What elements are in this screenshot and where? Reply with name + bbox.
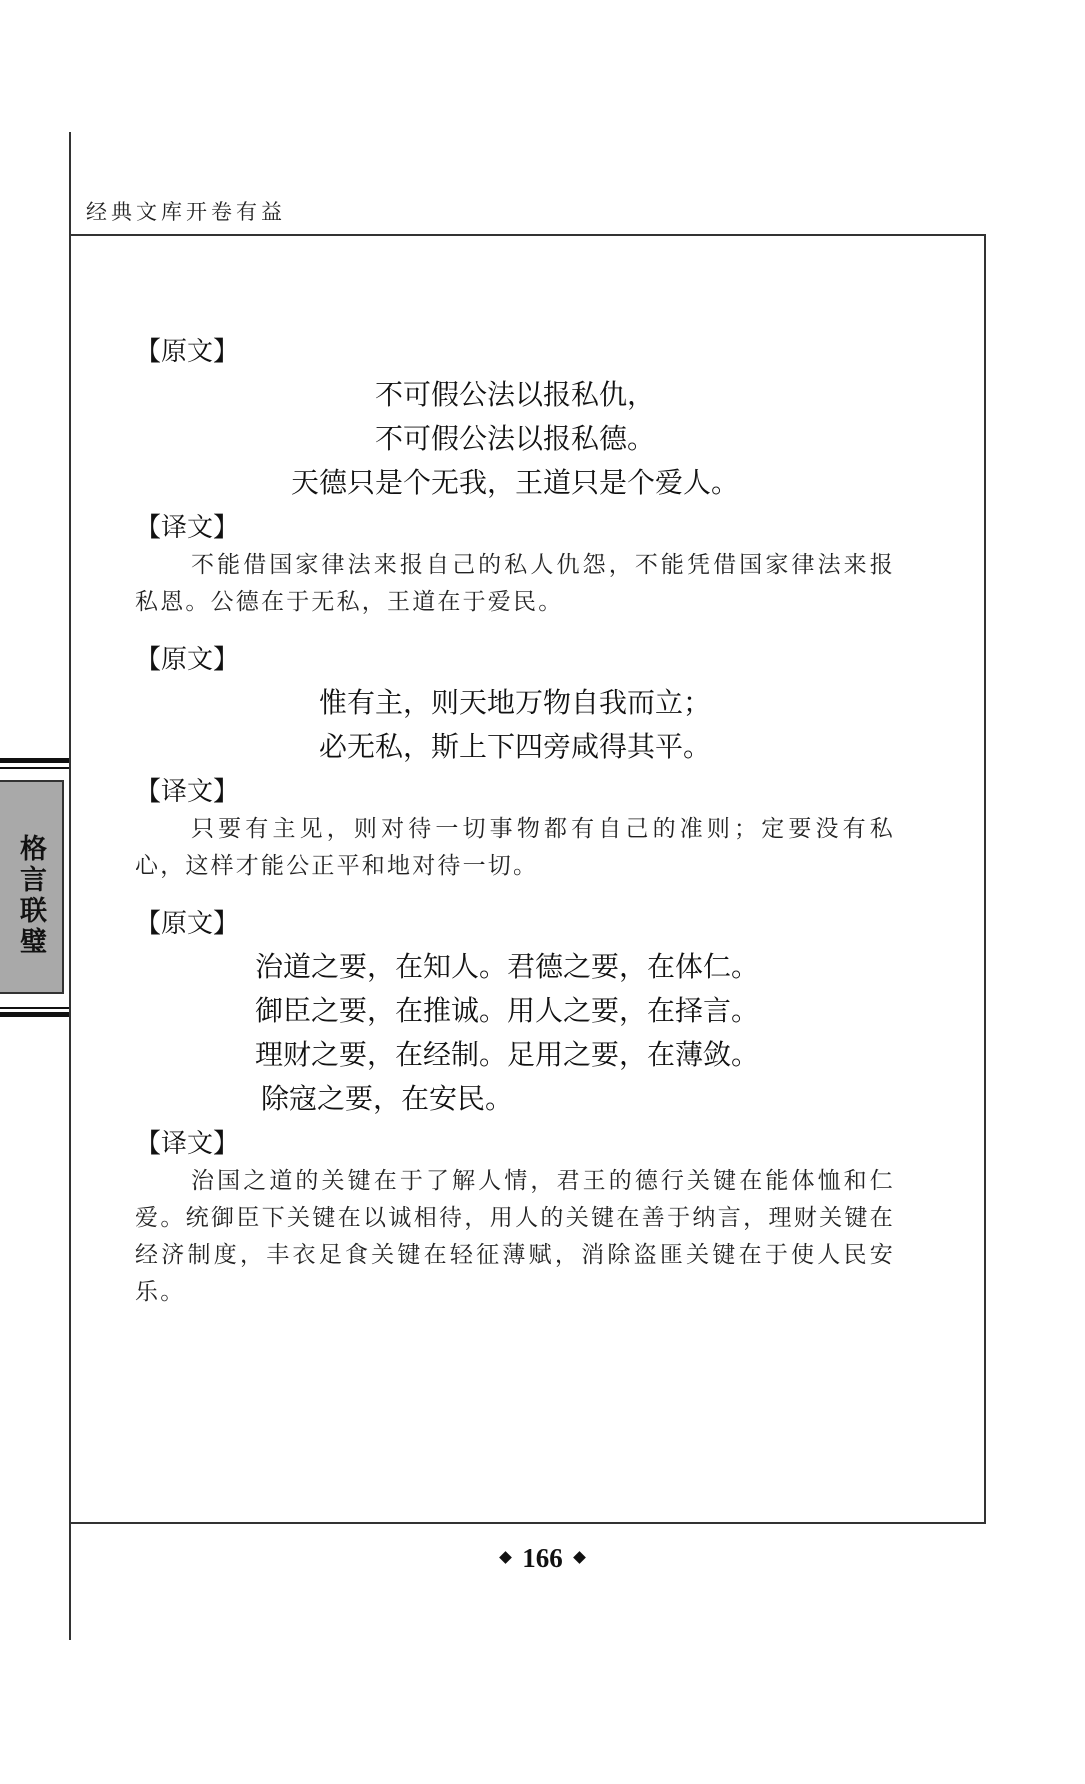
main-content (135, 335, 895, 1311)
tab-rule-bottom-thick (0, 1012, 69, 1017)
verse-line: 治道之要，在知人。君德之要，在体仁。 (255, 950, 760, 983)
yiwen-label: 【译文】 (135, 1129, 240, 1159)
verse-line: 天德只是个无我，王道只是个爱人。 (290, 466, 739, 499)
tab-rule-top-thin (0, 767, 69, 769)
original-verse (135, 369, 895, 511)
verse-line: 必无私，斯上下四旁咸得其平。 (318, 730, 711, 763)
translation-paragraph: 只要有主见，则对待一切事物都有自己的准则；定要没有私心，这样才能公正平和地对待一切。 (135, 816, 895, 879)
translation-paragraph: 治国之道的关键在于了解人情，君王的德行关键在能体恤和仁爱。统御臣下关键在以诚相待，用人的关键在善于纳言，理财关键在经济制度，丰衣足食关键在轻征薄赋，消除盗匪关键在于使人民安乐。 (135, 1168, 895, 1305)
series-title: 经典文库开卷有益 (86, 200, 286, 224)
tab-box (0, 780, 64, 994)
original-verse (135, 677, 895, 775)
translation-paragraph: 不能借国家律法来报自己的私人仇怨，不能凭借国家律法来报私恩。公德在于无私，王道在于爱民。 (135, 552, 895, 615)
tab-label: 格言联璧 (15, 834, 46, 958)
chapter-side-tab (0, 758, 69, 1020)
original-verse (135, 941, 895, 1127)
verse-line: 不可假公法以报私德。 (374, 422, 655, 455)
yuanwen-label: 【原文】 (135, 337, 240, 367)
diamond-icon (573, 1551, 586, 1564)
verse-line: 御臣之要，在推诚。用人之要，在择言。 (255, 994, 760, 1027)
verse-line: 理财之要，在经制。足用之要，在薄敛。 (255, 1038, 760, 1071)
verse-line: 不可假公法以报私仇， (374, 378, 655, 411)
tab-rule-top-thick (0, 758, 69, 763)
verse-line: 除寇之要，在安民。 (261, 1082, 514, 1115)
diamond-icon (499, 1551, 512, 1564)
yiwen-label: 【译文】 (135, 777, 240, 807)
yiwen-label: 【译文】 (135, 513, 240, 543)
yuanwen-label: 【原文】 (135, 909, 240, 939)
yuanwen-label: 【原文】 (135, 645, 240, 675)
page-number: 166 (522, 1543, 563, 1573)
verse-line: 惟有主，则天地万物自我而立； (318, 686, 711, 719)
page-number-footer (0, 1543, 1085, 1574)
tab-rule-bottom-thin (0, 1007, 69, 1009)
